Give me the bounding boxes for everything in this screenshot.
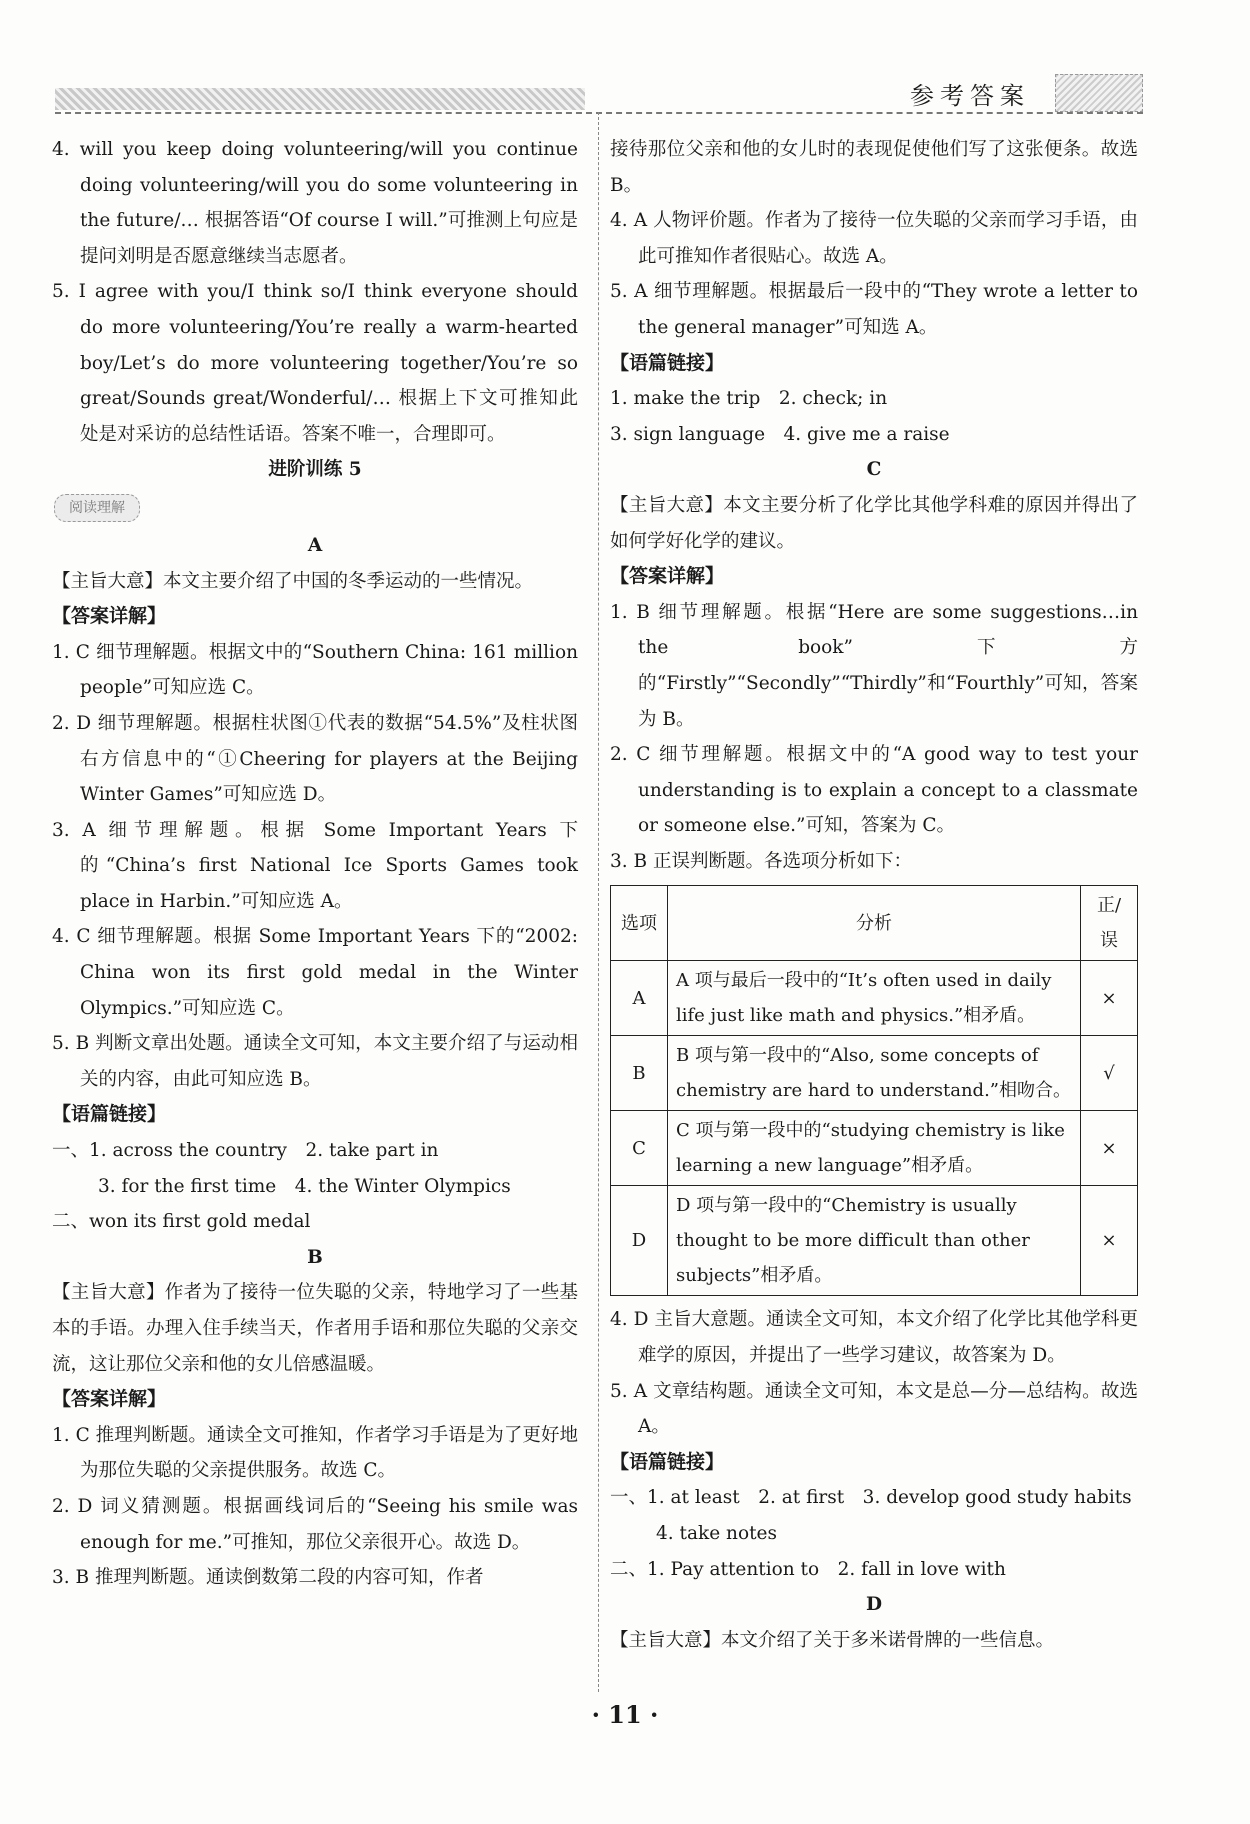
section-heading: 【语篇链接】: [610, 1450, 725, 1473]
section-badge: 阅读理解: [54, 494, 140, 522]
answer-paragraph: 5. A 细节理解题。根据最后一段中的“They wrote a letter to the general manager”可知选 A。: [610, 281, 1138, 338]
section-heading: B: [307, 1246, 323, 1268]
section-heading: 进阶训练 5: [268, 459, 362, 481]
answer-paragraph: 【主旨大意】本文主要分析了化学比其他学科难的原因并得出了如何学好化学的建议。: [610, 494, 1138, 552]
section-heading: 【答案详解】: [52, 1388, 167, 1411]
answer-paragraph: 【主旨大意】作者为了接待一位失聪的父亲，特地学习了一些基本的手语。办理入住手续当天，作者用手语和那位失聪的父亲交流，这让那位父亲和他的女儿倍感温暖。: [52, 1282, 578, 1375]
answer-paragraph: 5. B 判断文章出处题。通读全文可知，本文主要介绍了与运动相关的内容，由此可知应选 B。: [52, 1033, 578, 1090]
table-cell: D: [611, 1186, 668, 1296]
section-heading: 【答案详解】: [610, 565, 725, 588]
answer-paragraph: 【主旨大意】本文介绍了关于多米诺骨牌的一些信息。: [610, 1629, 1055, 1651]
answer-paragraph: 1. B 细节理解题。根据“Here are some suggestions…in the book”下方的“Firstly”“Secondly”“Thirdly”和“Fourthly”可知，答案为 B。: [610, 601, 1138, 730]
table-cell: C 项与第一段中的“studying chemistry is like learning a new language”相矛盾。: [668, 1111, 1081, 1186]
table-row: [611, 961, 1138, 1036]
table-cell: B: [611, 1036, 668, 1111]
answer-paragraph: 3. B 推理判断题。通读倒数第二段的内容可知，作者: [52, 1567, 484, 1589]
table-cell: A: [611, 961, 668, 1036]
answer-paragraph: 2. C 细节理解题。根据文中的“A good way to test your understanding is to explain a concept to a classmate or someone else.”可知，答案为 C。: [610, 744, 1138, 837]
table-cell: ×: [1081, 1111, 1138, 1186]
answer-paragraph: 4. take notes: [656, 1523, 777, 1545]
table-header: 正/误: [1081, 886, 1138, 961]
answer-paragraph: 2. D 细节理解题。根据柱状图①代表的数据“54.5%”及柱状图右方信息中的“①Cheering for players at the Beijing Winter Games”可知应选 D。: [52, 712, 578, 806]
answer-paragraph: 二、won its first gold medal: [52, 1211, 311, 1233]
answer-paragraph: 4. C 细节理解题。根据 Some Important Years 下的“2002: China won its first gold medal in the Winter Olympics.”可知应选 C。: [52, 926, 578, 1019]
answer-paragraph: 4. will you keep doing volunteering/will you continue doing volunteering/will you do some volunteering in the future/… 根据答语“Of course I will.”可推测上句应是提问刘明是否愿意继续当志愿者。: [52, 139, 578, 267]
table-header: 选项: [611, 886, 668, 961]
answer-paragraph: 4. A 人物评价题。作者为了接待一位失聪的父亲而学习手语，由此可推知作者很贴心。故选 A。: [610, 210, 1138, 267]
answer-paragraph: 3. A 细节理解题。根据 Some Important Years 下的“China’s first National Ice Sports Games took place in Harbin.”可知应选 A。: [52, 819, 578, 912]
answer-paragraph: 3. sign language 4. give me a raise: [610, 423, 950, 445]
table-cell: ×: [1081, 961, 1138, 1036]
table-header: 分析: [668, 886, 1081, 961]
answer-paragraph: 1. make the trip 2. check; in: [610, 388, 888, 410]
section-heading: D: [865, 1594, 883, 1616]
answer-paragraph: 一、1. at least 2. at first 3. develop good study habits: [610, 1487, 1132, 1509]
answer-paragraph: 1. C 细节理解题。根据文中的“Southern China: 161 million people”可知应选 C。: [52, 641, 578, 699]
answer-paragraph: 1. C 推理判断题。通读全文可推知，作者学习手语是为了更好地为那位失聪的父亲提供服务。故选 C。: [52, 1424, 578, 1482]
header-title: 参考答案: [910, 82, 1030, 110]
column-divider: [598, 112, 599, 1692]
answer-paragraph: 5. I agree with you/I think so/I think everyone should do more volunteering/You’re really a warm-hearted boy/Let’s do more volunteering together/You’re so great/Sounds great/Wonderful/… 根据上下文可推知此处是对采访的总结性话语。答案不唯一，合理即可。: [52, 281, 578, 445]
analysis-table: [610, 885, 1138, 1296]
answer-paragraph: 3. for the first time 4. the Winter Olympics: [98, 1175, 511, 1197]
table-cell: A 项与最后一段中的“It’s often used in daily life just like math and physics.”相矛盾。: [668, 961, 1081, 1036]
section-heading: A: [307, 534, 323, 556]
section-heading: 【答案详解】: [52, 605, 167, 628]
header-decoration: [1055, 74, 1143, 112]
table-cell: D 项与第一段中的“Chemistry is usually thought to be more difficult than other subjects”相矛盾。: [668, 1186, 1081, 1296]
right-column: [610, 132, 1138, 1658]
answer-paragraph: 接待那位父亲和他的女儿时的表现促使他们写了这张便条。故选 B。: [610, 139, 1138, 196]
table-row: [611, 1186, 1138, 1296]
answer-paragraph: 5. A 文章结构题。通读全文可知，本文是总—分—总结构。故选 A。: [610, 1380, 1138, 1438]
table-row: [611, 1036, 1138, 1111]
page-number: · 11 ·: [591, 1700, 659, 1729]
answer-paragraph: 3. B 正误判断题。各选项分析如下：: [610, 850, 913, 872]
answer-paragraph: 2. D 词义猜测题。根据画线词后的“Seeing his smile was enough for me.”可推知，那位父亲很开心。故选 D。: [52, 1495, 578, 1553]
left-column: [52, 132, 578, 1596]
section-heading: 【语篇链接】: [52, 1103, 167, 1126]
section-heading: 【语篇链接】: [610, 351, 725, 374]
answer-paragraph: 4. D 主旨大意题。通读全文可知，本文介绍了化学比其他学科更难学的原因，并提出了一些学习建议，故答案为 D。: [610, 1309, 1138, 1367]
answer-paragraph: 一、1. across the country 2. take part in: [52, 1140, 439, 1162]
table-cell: C: [611, 1111, 668, 1186]
table-cell: ×: [1081, 1186, 1138, 1296]
answer-paragraph: 二、1. Pay attention to 2. fall in love with: [610, 1558, 1006, 1580]
table-row: [611, 1111, 1138, 1186]
answer-paragraph: [52, 488, 578, 528]
table-cell: √: [1081, 1036, 1138, 1111]
answer-paragraph: 【主旨大意】本文主要介绍了中国的冬季运动的一些情况。: [52, 570, 534, 592]
header-pattern: [55, 88, 585, 110]
section-heading: C: [866, 459, 882, 481]
table-cell: B 项与第一段中的“Also, some concepts of chemistry are hard to understand.”相吻合。: [668, 1036, 1081, 1111]
header-divider: [55, 112, 1143, 114]
